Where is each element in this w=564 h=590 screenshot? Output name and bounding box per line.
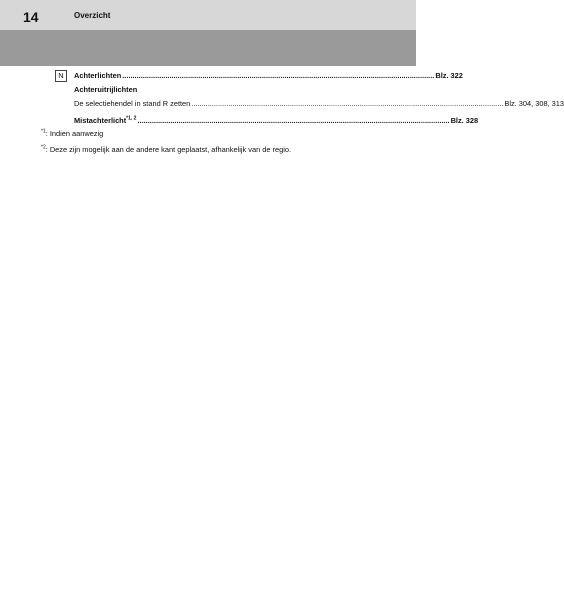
section-title: Overzicht bbox=[74, 11, 111, 20]
entry-footnote-ref: *1, 2 bbox=[126, 115, 137, 122]
footnote-mark: *2 bbox=[41, 144, 46, 151]
header-band bbox=[0, 30, 416, 66]
index-entry-selectiehendel bbox=[74, 99, 564, 109]
index-letter-box: N bbox=[55, 70, 67, 82]
entry-leader: ........................................................................................................................................................ bbox=[191, 99, 504, 108]
page-header bbox=[0, 0, 416, 30]
footnote-1 bbox=[41, 129, 103, 139]
index-entry-achterlichten bbox=[74, 71, 463, 81]
entry-label: Achterlichten bbox=[74, 71, 122, 80]
index-entry-mistachterlicht bbox=[74, 115, 479, 126]
page-number: 14 bbox=[23, 9, 39, 25]
footnote-mark: *1 bbox=[41, 128, 46, 135]
entry-label: De selectiehendel in stand R zetten bbox=[74, 99, 191, 108]
entry-leader: ........................................................................................................................................................ bbox=[137, 116, 450, 125]
entry-page[interactable]: Blz. 322 bbox=[435, 71, 463, 80]
entry-leader: ........................................................................................................................................................ bbox=[122, 71, 435, 80]
footnote-text: : Indien aanwezig bbox=[45, 129, 104, 138]
entry-page[interactable]: Blz. 304, 308, 313 bbox=[504, 99, 564, 108]
footnote-2 bbox=[41, 145, 291, 155]
index-entry-achteruitrijlichten bbox=[74, 85, 358, 95]
entry-label: Achteruitrijlichten bbox=[74, 85, 138, 94]
entry-page[interactable]: Blz. 328 bbox=[450, 116, 479, 125]
footnote-text: : Deze zijn mogelijk aan de andere kant geplaatst, afhankelijk van de regio. bbox=[45, 145, 292, 154]
entry-label: Mistachterlicht$^{*1, 2}$ bbox=[74, 115, 137, 125]
